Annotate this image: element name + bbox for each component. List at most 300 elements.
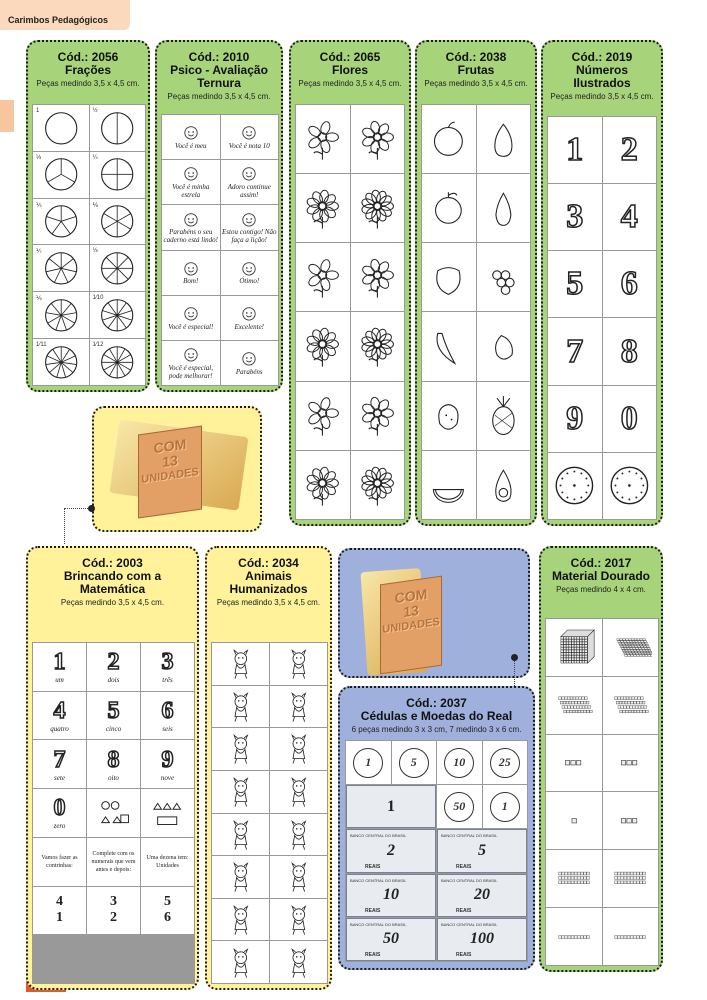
animal-cell [270,728,327,770]
coin-cell [483,741,528,784]
math-number-cell [87,692,140,740]
fruit-cell [477,382,531,450]
clock-cell [603,453,657,519]
number-cell [603,386,657,452]
psico-stamp-cell [221,205,279,249]
number-glyph: 5 [566,265,584,303]
drawing [608,625,652,670]
bill-cell [346,918,436,961]
rubber-face [380,576,442,675]
coin-cell [346,741,391,784]
drawing [608,459,651,512]
math-number-cell [87,643,140,691]
product-size: Peças medindo 3,5 x 4,5 cm. [36,79,140,88]
drawing [356,319,399,374]
stamp-text: 13 [162,451,178,471]
drawing [482,458,525,513]
number-cell [548,386,602,452]
bank-name: BANCO CENTRAL DO BRASIL [350,921,407,927]
drawing [218,732,264,765]
math-count: 1 [56,910,63,926]
fraction-cell [90,105,146,151]
number-cell [603,251,657,317]
drawing [276,732,322,765]
currency-label: REAIS [456,952,472,958]
fruit-cell [477,105,531,173]
animal-cell [270,814,327,856]
fruit-cell [477,243,531,311]
drawing [552,798,596,843]
bill-value: 20 [474,886,490,904]
drawing [427,112,470,167]
currency-label: REAIS [456,907,472,914]
fraction-label: 1⁄11 [36,342,47,349]
product-size: Peças medindo 3,5 x 4,5 cm. [167,92,271,101]
math-word: dois [107,676,120,685]
drawing [427,319,470,374]
drawing [552,856,596,901]
drawing [226,165,272,183]
number-glyph: 6 [620,265,638,303]
drawing [218,860,264,893]
math-note-cell [141,838,194,886]
psico-stamp-cell [221,296,279,340]
product-code: Cód.: 2003 [82,556,143,570]
flower-cell [351,174,405,242]
number-glyph: 7 [566,332,584,370]
product-size: Peças medindo 3,5 x 4,5 cm. [298,79,402,88]
drawing [482,112,525,167]
coin-cell [392,741,437,784]
flower-cell [351,451,405,519]
fraction-cell [33,152,89,198]
stamp-illustration [338,548,530,678]
psico-stamp-cell [162,296,220,340]
psico-grid [161,114,279,386]
dourado-cell [603,677,659,734]
math-number-cell [33,789,86,837]
math-number-cell [33,692,86,740]
psico-phrase: Você é nota 10 [228,141,270,150]
psico-stamp-cell [162,205,220,249]
math-number: 0 [53,795,66,822]
dourado-cell [546,619,602,676]
math-number: 5 [107,698,120,725]
bill-cell [346,829,436,872]
fraction-cell [33,199,89,245]
dourado-cell [603,850,659,907]
product-animais [205,546,332,990]
animal-cell [212,728,269,770]
frutas-grid [421,104,531,520]
drawing [276,818,322,851]
drawing [226,305,272,323]
drawing [92,794,134,832]
drawing [168,211,214,229]
dourado-cell [603,908,659,965]
fracoes-grid [32,104,146,386]
drawing [218,818,264,851]
drawing [92,295,139,334]
drawing [552,683,596,728]
product-title: Material Dourado [551,569,650,583]
animal-cell [270,856,327,898]
connector-line [64,508,92,544]
drawing [168,346,214,364]
drawing [218,647,264,680]
psico-phrase: Bom! [183,277,199,286]
psico-stamp-cell [162,160,220,204]
math-number: 3 [161,649,174,676]
math-number: 9 [161,746,174,773]
psico-phrase: Adoro continue assim! [227,183,271,200]
bill-cell [437,874,527,917]
number-glyph: 2 [620,131,638,169]
number-glyph: 3 [566,198,584,236]
fraction-cell [90,245,146,291]
product-cedulas [338,686,535,970]
math-note: Uma dezena tem: Unidades [146,854,189,869]
dourado-cell [603,619,659,676]
drawing [482,250,525,305]
drawing [226,350,272,368]
dourado-cell [546,850,602,907]
drawing [482,181,525,236]
math-number: 6 [161,698,174,725]
number-glyph: 1 [566,131,584,169]
animal-cell [270,643,327,685]
bill-value: 1 [387,797,395,815]
animal-cell [212,899,269,941]
fruit-cell [422,174,476,242]
bill-cell [437,918,527,961]
product-title-line: Matemática [79,582,146,596]
number-cell [548,318,602,384]
drawing [168,305,214,323]
drawing [226,211,272,229]
number-cell [548,251,602,317]
product-code: Cód.: 2019 [571,50,633,64]
fraction-cell [90,199,146,245]
connector-dot [511,654,518,661]
drawing [608,798,652,843]
drawing [276,647,322,680]
coin: 25 [490,748,520,778]
fraction-cell [90,292,146,338]
math-count-cell [33,887,86,935]
number-cell [548,184,602,250]
drawing [482,319,525,374]
fruit-cell [422,451,476,519]
drawing [39,297,83,334]
flower-cell [351,243,405,311]
fraction-label: 1 [36,108,40,114]
dourado-cell [603,792,659,849]
math-number: 1 [53,649,66,676]
number-cell [603,117,657,183]
product-fracoes [26,40,150,392]
animal-cell [212,643,269,685]
psico-stamp-cell [162,115,220,159]
product-title: Frações [64,63,112,77]
dourado-cell [546,677,602,734]
bill-value: 10 [383,886,399,904]
psico-phrase: Parabéns [235,367,263,376]
flower-cell [296,382,350,450]
drawing [276,860,322,893]
currency-label: REAIS [365,863,381,870]
drawing [39,203,83,240]
product-title: Frutas [457,63,495,77]
drawing [301,319,344,374]
number-glyph: 4 [620,198,638,236]
psico-phrase: Ótimo! [239,277,260,286]
fraction-label: 1⁄10 [92,295,104,302]
animal-cell [212,856,269,898]
product-title-line: Ilustrados [573,76,631,90]
drawing [427,388,470,443]
fraction-cell [33,105,89,151]
currency-label: REAIS [456,863,472,870]
flower-cell [351,312,405,380]
fraction-label: ⅕ [36,202,42,209]
drawing [218,775,264,808]
drawing [276,946,322,979]
animal-cell [270,686,327,728]
stamp-text: COM [394,585,428,607]
animal-cell [212,771,269,813]
drawing [356,250,399,305]
drawing [168,165,214,183]
fruit-cell [422,312,476,380]
bank-name: BANCO CENTRAL DO BRASIL [350,833,407,839]
drawing [168,124,214,142]
math-shapes-cell [87,789,140,837]
math-number: 2 [107,649,120,676]
drawing [356,112,399,167]
drawing [608,914,652,959]
drawing [39,344,83,381]
fruit-cell [477,174,531,242]
psico-stamp-cell [162,341,220,385]
drawing [356,458,399,513]
fraction-cell [33,292,89,338]
math-note-cell [33,838,86,886]
bank-name: BANCO CENTRAL DO BRASIL [441,921,498,927]
math-count: 4 [56,894,63,910]
dourado-cell [603,735,659,792]
dourado-cell [546,735,602,792]
connector-dot [88,505,95,512]
animal-cell [212,814,269,856]
psico-stamp-cell [221,160,279,204]
bill-cell [346,874,436,917]
coin: 1 [490,792,520,822]
drawing [356,181,399,236]
drawing [226,124,272,142]
math-word: seis [162,725,173,734]
product-code: Cód.: 2038 [445,50,507,64]
psico-phrase: Você é especial, pode melhorar! [168,363,213,380]
drawing [608,683,652,728]
product-size: Peças medindo 4 x 4 cm. [556,585,646,594]
product-size: Peças medindo 3,5 x 4,5 cm. [216,598,321,607]
drawing [301,388,344,443]
fraction-label: ¼ [92,154,98,161]
drawing [146,794,188,832]
fraction-label: ⅓ [36,154,42,161]
product-matematica [26,546,199,990]
flower-cell [296,243,350,311]
bill-value: 50 [383,930,399,948]
fruit-cell [422,105,476,173]
fraction-cell [90,152,146,198]
number-cell [603,184,657,250]
fruit-cell [422,382,476,450]
drawing [92,342,139,381]
math-word: sete [54,773,65,782]
coin: 10 [444,748,474,778]
product-size: Peças medindo 3,5 x 4,5 cm. [424,79,528,88]
drawing [552,625,596,670]
coin: 50 [444,792,474,822]
psico-stamp-cell [221,341,279,385]
math-note: Complete com os numerais que vem antes e depois: [91,850,136,873]
number-cell [548,117,602,183]
flower-cell [351,382,405,450]
section-header: Carimbos Pedagógicos [0,0,130,30]
number-glyph: 8 [620,332,638,370]
product-code: Cód.: 2010 [188,50,250,64]
number-glyph: 9 [566,399,584,437]
product-code: Cód.: 2037 [406,696,467,710]
product-title: Animais [245,569,292,583]
product-title: Flores [331,63,368,77]
bill-value: 100 [470,930,494,948]
product-psico [155,40,283,392]
math-word: zero [53,822,66,831]
math-word: cinco [105,725,122,734]
drawing [552,914,596,959]
bill-cell [437,829,527,872]
bill-cell [346,785,436,828]
drawing [218,946,264,979]
math-number-cell [141,643,194,691]
psico-phrase: Excelente! [234,322,265,331]
stamp-text: UNIDADES [382,615,440,637]
product-title: Números [575,63,628,77]
psico-phrase: Você é especial! [168,322,214,331]
product-size: Peças medindo 3,5 x 4,5 cm. [550,92,654,101]
coin-cell [437,741,482,784]
number-glyph: 0 [620,399,638,437]
fraction-label: 1⁄12 [92,342,104,349]
flower-cell [296,312,350,380]
flower-cell [296,105,350,173]
fraction-label: ⅙ [92,202,99,209]
math-count-cell [141,887,194,935]
math-number-cell [87,740,140,788]
math-count-cell [87,887,140,935]
bank-name: BANCO CENTRAL DO BRASIL [441,877,498,883]
flower-cell [296,451,350,519]
stamp-text: 13 [403,601,419,621]
drawing [427,250,470,305]
drawing [301,458,344,513]
animal-cell [270,771,327,813]
product-code: Cód.: 2065 [319,50,381,64]
psico-stamp-cell [221,115,279,159]
product-title: Brincando com a [63,569,162,583]
drawing [427,181,470,236]
math-count: 2 [110,910,117,926]
psico-stamp-cell [162,251,220,295]
product-frutas [415,40,537,526]
drawing [356,388,399,443]
fraction-cell [90,339,146,385]
drawing [427,458,470,513]
drawing [39,110,83,147]
drawing [39,156,83,193]
fruit-cell [422,243,476,311]
drawing [301,250,344,305]
drawing [276,690,322,723]
math-word: quatro [50,725,69,734]
psico-stamp-cell [221,251,279,295]
cedulas-grid [345,740,528,962]
psico-phrase: Estou contigo! Não faça a lição! [222,228,277,245]
product-dourado [539,546,663,972]
math-count: 6 [164,910,171,926]
clock-cell [548,453,602,519]
drawing [276,775,322,808]
math-number-cell [33,643,86,691]
drawing [553,459,596,512]
psico-phrase: Você é minha estrela [172,183,210,200]
matematica-grid [32,642,195,984]
drawing [301,181,344,236]
product-size: 6 peças medindo 3 x 3 cm, 7 medindo 3 x 6 cm. [351,725,522,734]
math-number-cell [33,740,86,788]
animais-grid [211,642,328,984]
drawing [482,388,525,443]
coin: 5 [399,748,429,778]
drawing [608,856,652,901]
product-code: Cód.: 2034 [238,556,299,570]
flower-cell [351,105,405,173]
psico-phrase: Parabéns o seu caderno está lindo! [163,228,218,245]
fraction-label: ½ [92,108,98,114]
fraction-cell [33,339,89,385]
math-word: um [55,676,64,685]
flower-cell [296,174,350,242]
fraction-cell [33,245,89,291]
bill-value: 2 [387,841,395,859]
product-numeros [541,40,663,526]
psico-phrase: Você é meu [175,141,207,150]
math-word: oito [108,773,119,782]
animal-cell [212,686,269,728]
animal-cell [270,941,327,983]
math-number-cell [141,692,194,740]
fraction-label: ⅛ [92,248,98,255]
numeros-grid [547,116,657,520]
rubber-face [138,426,202,519]
drawing [218,903,264,936]
math-word: nove [160,773,175,782]
product-flores [289,40,411,526]
coin-cell [437,785,482,828]
